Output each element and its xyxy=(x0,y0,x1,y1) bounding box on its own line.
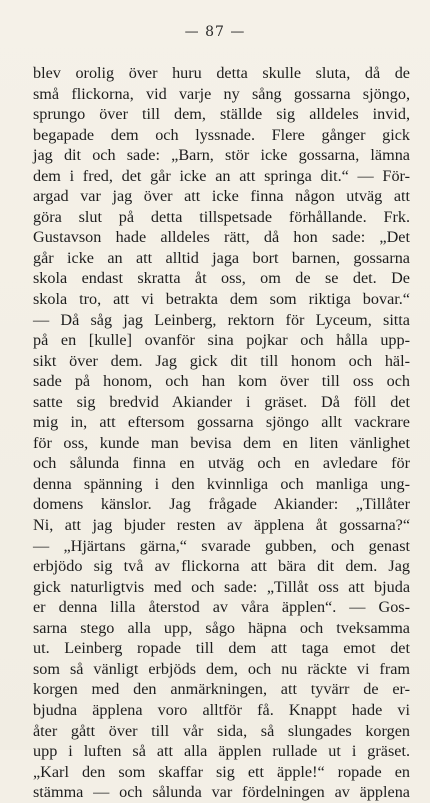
text-line: Gustavson hade alldeles rätt, då hon sade: „Det xyxy=(33,228,410,247)
text-line: för oss, kunde man bevisa dem en liten vänlighet xyxy=(33,433,410,452)
text-line: domens känslor. Jag frågade Akiander: „Tillåter xyxy=(33,495,410,514)
text-line: erbjödo sig två av flickorna att bära dit dem. Jag xyxy=(33,557,410,576)
text-line: och sålunda finna en utväg och en avledare för xyxy=(33,454,410,473)
text-line: satte sig bredvid Akiander i gräset. Då föll det xyxy=(33,392,410,411)
text-line: begapade dem och lyssnade. Flere gånger gick xyxy=(33,125,410,144)
text-line: argad var jag över att icke finna någon utväg att xyxy=(33,187,410,206)
text-line: på en [kulle] ovanför sina pojkar och hålla upp- xyxy=(33,331,410,350)
text-line: åter gått över till vår sida, så slungades korgen xyxy=(33,721,410,740)
text-line: sikt över dem. Jag gick dit till honom och häl- xyxy=(33,351,410,370)
text-line: dem i fred, det går icke an att springa dit.“ — För- xyxy=(33,166,410,185)
text-line: „Karl den som skaffar sig ett äpple!“ ropade en xyxy=(33,762,410,781)
text-line: skola tro, att vi betrakta dem som riktiga bovar.“ xyxy=(33,290,410,309)
text-line: som så vänligt erbjöds dem, och nu räckte vi fram xyxy=(33,659,410,678)
text-line: mig in, att eftersom gossarna sjöngo allt vackrare xyxy=(33,413,410,432)
text-line: blev orolig över huru detta skulle sluta, då de xyxy=(33,64,410,82)
text-line: göra slut på detta tillspetsade förhållande. Frk. xyxy=(33,207,410,226)
text-line: er denna lilla återstod av våra äpplen“. — Gos- xyxy=(33,598,410,617)
text-line: stämma — och sålunda var fördelningen av äpplena xyxy=(33,783,410,802)
text-line: korgen med den anmärkningen, att tyvärr de er- xyxy=(33,680,410,699)
text-line: skola endast skratta åt oss, om de se det. De xyxy=(33,269,410,288)
text-line: — Då såg jag Leinberg, rektorn för Lyceum, sitta xyxy=(33,310,410,329)
text-line: små flickorna, vid varje ny sång gossarna sjöngo, xyxy=(33,84,410,103)
text-line: jag dit och sade: „Barn, stör icke gossarna, lämna xyxy=(33,146,410,165)
text-line: sarna stego alla upp, sågo häpna och tveksamma xyxy=(33,618,410,637)
text-line: upp i luften så att alla äpplen rullade ut i gräset. xyxy=(33,742,410,761)
text-line: denna spänning i den kvinnliga och manliga ung- xyxy=(33,474,410,493)
page-number: — 87 — xyxy=(184,24,246,40)
text-line: — „Hjärtans gärna,“ svarade gubben, och genast xyxy=(33,536,410,555)
text-line: gick naturligtvis med och sade: „Tillåt oss att bjuda xyxy=(33,577,410,596)
text-line: sade på honom, och han kom över till oss och xyxy=(33,372,410,391)
text-line: bjudna äpplena voro alltför få. Knappt hade vi xyxy=(33,700,410,719)
text-line: Ni, att jag bjuder resten av äpplena åt gossarna?“ xyxy=(33,516,410,535)
text-line: går icke an att alltid jaga bort barnen, gossarna xyxy=(33,248,410,267)
text-line: sprungo över till dem, ställde sig alldeles invid, xyxy=(33,105,410,124)
text-line: ut. Leinberg ropade till dem att taga emot det xyxy=(33,639,410,658)
body-text xyxy=(33,63,410,803)
